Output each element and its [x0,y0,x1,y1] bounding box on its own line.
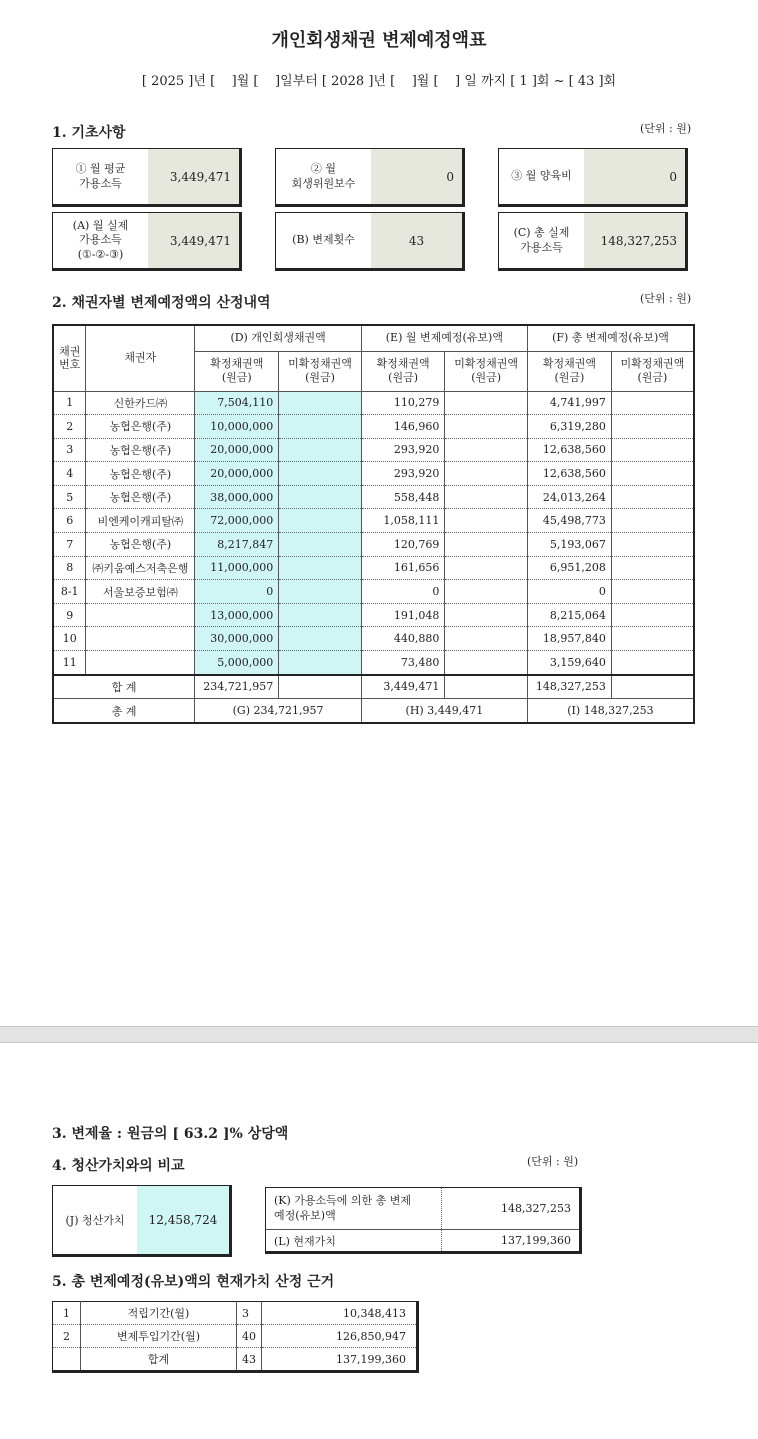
row-e-unconfirmed [445,415,528,439]
row-d-confirmed: 11,000,000 [195,556,279,580]
box-label: (B) 변제횟수 [292,233,355,247]
row-creditor: 신한카드㈜ [86,391,195,415]
pv-amount: 137,199,360 [262,1348,418,1372]
list-item [53,1302,418,1325]
total-label: 총 계 [53,699,195,723]
row-f-unconfirmed [611,627,694,651]
document-title: 개인회생채권 변제예정액표 [271,30,487,51]
row-f-confirmed: 6,951,208 [527,556,611,580]
k-label: (K) 가용소득에 의한 총 변제 예정(유보)액 [266,1188,442,1230]
box-label: ① 월 평균 가용소득 [75,162,126,190]
table-row [53,415,694,439]
row-creditor: 농협은행(주) [86,533,195,557]
header-e: (E) 월 변제예정(유보)액 [361,325,527,351]
row-creditor: 서울보증보험㈜ [86,580,195,604]
row-f-confirmed: 8,215,064 [527,603,611,627]
row-no: 9 [53,603,86,627]
table-row [53,651,694,675]
row-d-unconfirmed [279,415,362,439]
row-e-unconfirmed [445,462,528,486]
row-d-confirmed: 8,217,847 [195,533,279,557]
row-e-confirmed: 73,480 [361,651,445,675]
row-f-confirmed: 4,741,997 [527,391,611,415]
k-value: 148,327,253 [442,1188,581,1230]
row-f-unconfirmed [611,556,694,580]
row-d-confirmed: 20,000,000 [195,462,279,486]
table-row [53,580,694,604]
table-row [53,485,694,509]
header-confirmed: 확정채권액 (원금) [195,351,279,391]
box-value: 0 [371,149,462,204]
liquidation-label: (J) 청산가치 [65,1214,125,1227]
row-d-confirmed: 7,504,110 [195,391,279,415]
row-e-unconfirmed [445,509,528,533]
row-f-unconfirmed [611,651,694,675]
box-monthly-income [52,148,242,207]
row-creditor: 농협은행(주) [86,438,195,462]
row-no: 2 [53,415,86,439]
total-row [53,699,694,723]
row-d-unconfirmed [279,580,362,604]
row-e-confirmed: 191,048 [361,603,445,627]
total-i: (I) 148,327,253 [527,699,694,723]
sum-f1: 148,327,253 [527,675,611,699]
header-unconfirmed: 미확정채권액 (원금) [445,351,528,391]
sum-e2 [445,675,528,699]
row-f-confirmed: 6,319,280 [527,415,611,439]
row-no: 10 [53,627,86,651]
row-d-confirmed: 10,000,000 [195,415,279,439]
row-d-unconfirmed [279,485,362,509]
row-e-confirmed: 110,279 [361,391,445,415]
section4-unit: (단위 : 원) [527,1155,579,1168]
row-no: 8 [53,556,86,580]
row-e-unconfirmed [445,580,528,604]
box-label: ③ 월 양육비 [511,169,572,183]
box-value: 3,449,471 [148,149,239,204]
row-d-confirmed: 72,000,000 [195,509,279,533]
row-e-confirmed: 161,656 [361,556,445,580]
row-creditor [86,603,195,627]
box-trustee-fee [275,148,465,207]
pv-amount: 10,348,413 [262,1302,418,1325]
table-row [53,627,694,651]
liquidation-value: 12,458,724 [137,1186,229,1254]
row-f-unconfirmed [611,603,694,627]
list-item [53,1325,418,1348]
header-unconfirmed: 미확정채권액 (원금) [279,351,362,391]
comparison-table [265,1187,582,1254]
row-d-unconfirmed [279,533,362,557]
row-e-confirmed: 146,960 [361,415,445,439]
section5-heading: 5. 총 변제예정(유보)액의 현재가치 산정 근거 [52,1274,335,1290]
list-item [53,1348,418,1372]
row-creditor: 농협은행(주) [86,485,195,509]
row-e-unconfirmed [445,438,528,462]
row-d-confirmed: 20,000,000 [195,438,279,462]
row-d-unconfirmed [279,438,362,462]
section2-unit: (단위 : 원) [640,292,692,305]
table-row [53,556,694,580]
comparison-row-k [266,1188,581,1230]
row-creditor: 비엔케이캐피탈㈜ [86,509,195,533]
sum-e1: 3,449,471 [361,675,445,699]
row-no: 5 [53,485,86,509]
row-creditor [86,627,195,651]
header-no: 채권 번호 [53,325,86,391]
row-no: 6 [53,509,86,533]
pv-label: 합계 [81,1348,237,1372]
total-h: (H) 3,449,471 [361,699,527,723]
row-d-unconfirmed [279,627,362,651]
box-value: 148,327,253 [584,213,685,268]
row-f-confirmed: 18,957,840 [527,627,611,651]
section2-heading: 2. 채권자별 변제예정액의 산정내역 [52,295,271,311]
sum-d2 [279,675,362,699]
pv-months: 43 [237,1348,262,1372]
box-value: 3,449,471 [148,213,239,268]
row-creditor: ㈜키움예스저축은행 [86,556,195,580]
l-value: 137,199,360 [442,1230,581,1253]
row-d-unconfirmed [279,556,362,580]
header-confirmed: 확정채권액 (원금) [527,351,611,391]
row-f-unconfirmed [611,580,694,604]
box-label: (A) 월 실제 가용소득 (①-②-③) [72,219,129,261]
row-f-unconfirmed [611,509,694,533]
row-f-unconfirmed [611,391,694,415]
row-e-confirmed: 293,920 [361,462,445,486]
box-label: (C) 총 실제 가용소득 [513,226,570,254]
row-f-unconfirmed [611,533,694,557]
pv-label: 변제투입기간(월) [81,1325,237,1348]
row-d-confirmed: 0 [195,580,279,604]
pv-months: 40 [237,1325,262,1348]
table-row [53,391,694,415]
row-f-confirmed: 45,498,773 [527,509,611,533]
row-d-unconfirmed [279,651,362,675]
period-line: [ 2025 ]년 [ ]월 [ ]일부터 [ 2028 ]년 [ ]월 [ ] 일 까지 [ 1 ]회 ~ [ 43 ]회 [141,74,617,89]
row-e-unconfirmed [445,485,528,509]
pv-no: 2 [53,1325,81,1348]
section4-heading: 4. 청산가치와의 비교 [52,1158,185,1174]
l-label: (L) 현재가치 [274,1234,336,1248]
row-f-unconfirmed [611,462,694,486]
row-no: 7 [53,533,86,557]
row-creditor: 농협은행(주) [86,415,195,439]
row-e-confirmed: 440,880 [361,627,445,651]
row-d-confirmed: 38,000,000 [195,485,279,509]
sum-row [53,675,694,699]
header-confirmed: 확정채권액 (원금) [361,351,445,391]
row-d-confirmed: 5,000,000 [195,651,279,675]
row-f-unconfirmed [611,415,694,439]
row-d-confirmed: 13,000,000 [195,603,279,627]
row-no: 8-1 [53,580,86,604]
header-f: (F) 총 변제예정(유보)액 [527,325,694,351]
table-row [53,533,694,557]
sum-d1: 234,721,957 [195,675,279,699]
row-no: 1 [53,391,86,415]
row-e-unconfirmed [445,627,528,651]
row-f-confirmed: 12,638,560 [527,462,611,486]
page-separator [0,1026,758,1043]
box-label: ② 월 회생위원보수 [291,162,356,190]
row-f-unconfirmed [611,438,694,462]
table-row [53,438,694,462]
header-d: (D) 개인회생채권액 [195,325,361,351]
total-g: (G) 234,721,957 [195,699,361,723]
row-f-confirmed: 3,159,640 [527,651,611,675]
present-value-table [52,1301,419,1373]
row-d-unconfirmed [279,462,362,486]
table-row [53,603,694,627]
box-payment-count [275,212,465,271]
table-row [53,462,694,486]
pv-months: 3 [237,1302,262,1325]
row-e-unconfirmed [445,391,528,415]
box-actual-income [52,212,242,271]
row-e-confirmed: 0 [361,580,445,604]
creditor-table [52,324,695,724]
row-creditor [86,651,195,675]
row-f-confirmed: 12,638,560 [527,438,611,462]
section1-unit: (단위 : 원) [640,122,692,135]
header-unconfirmed: 미확정채권액 (원금) [611,351,694,391]
row-e-unconfirmed [445,556,528,580]
row-d-unconfirmed [279,391,362,415]
box-value: 43 [371,213,462,268]
pv-no [53,1348,81,1372]
section1-heading: 1. 기초사항 [52,125,126,141]
row-no: 3 [53,438,86,462]
pv-no: 1 [53,1302,81,1325]
box-child-support [498,148,688,207]
row-d-confirmed: 30,000,000 [195,627,279,651]
row-e-unconfirmed [445,533,528,557]
row-no: 11 [53,651,86,675]
liquidation-value-box [52,1185,232,1257]
comparison-row-l [266,1230,581,1253]
sum-f2 [611,675,694,699]
row-e-unconfirmed [445,603,528,627]
header-creditor: 채권자 [86,325,195,391]
row-f-confirmed: 24,013,264 [527,485,611,509]
row-e-confirmed: 293,920 [361,438,445,462]
row-e-unconfirmed [445,651,528,675]
pv-label: 적립기간(월) [81,1302,237,1325]
box-value: 0 [584,149,685,204]
row-no: 4 [53,462,86,486]
row-f-confirmed: 5,193,067 [527,533,611,557]
row-creditor: 농협은행(주) [86,462,195,486]
row-f-unconfirmed [611,485,694,509]
section3-heading: 3. 변제율 : 원금의 [ 63.2 ]% 상당액 [52,1126,289,1142]
row-e-confirmed: 1,058,111 [361,509,445,533]
box-total-income [498,212,688,271]
row-d-unconfirmed [279,603,362,627]
row-d-unconfirmed [279,509,362,533]
row-e-confirmed: 120,769 [361,533,445,557]
pv-amount: 126,850,947 [262,1325,418,1348]
row-f-confirmed: 0 [527,580,611,604]
row-e-confirmed: 558,448 [361,485,445,509]
table-row [53,509,694,533]
sum-label: 합 계 [53,675,195,699]
